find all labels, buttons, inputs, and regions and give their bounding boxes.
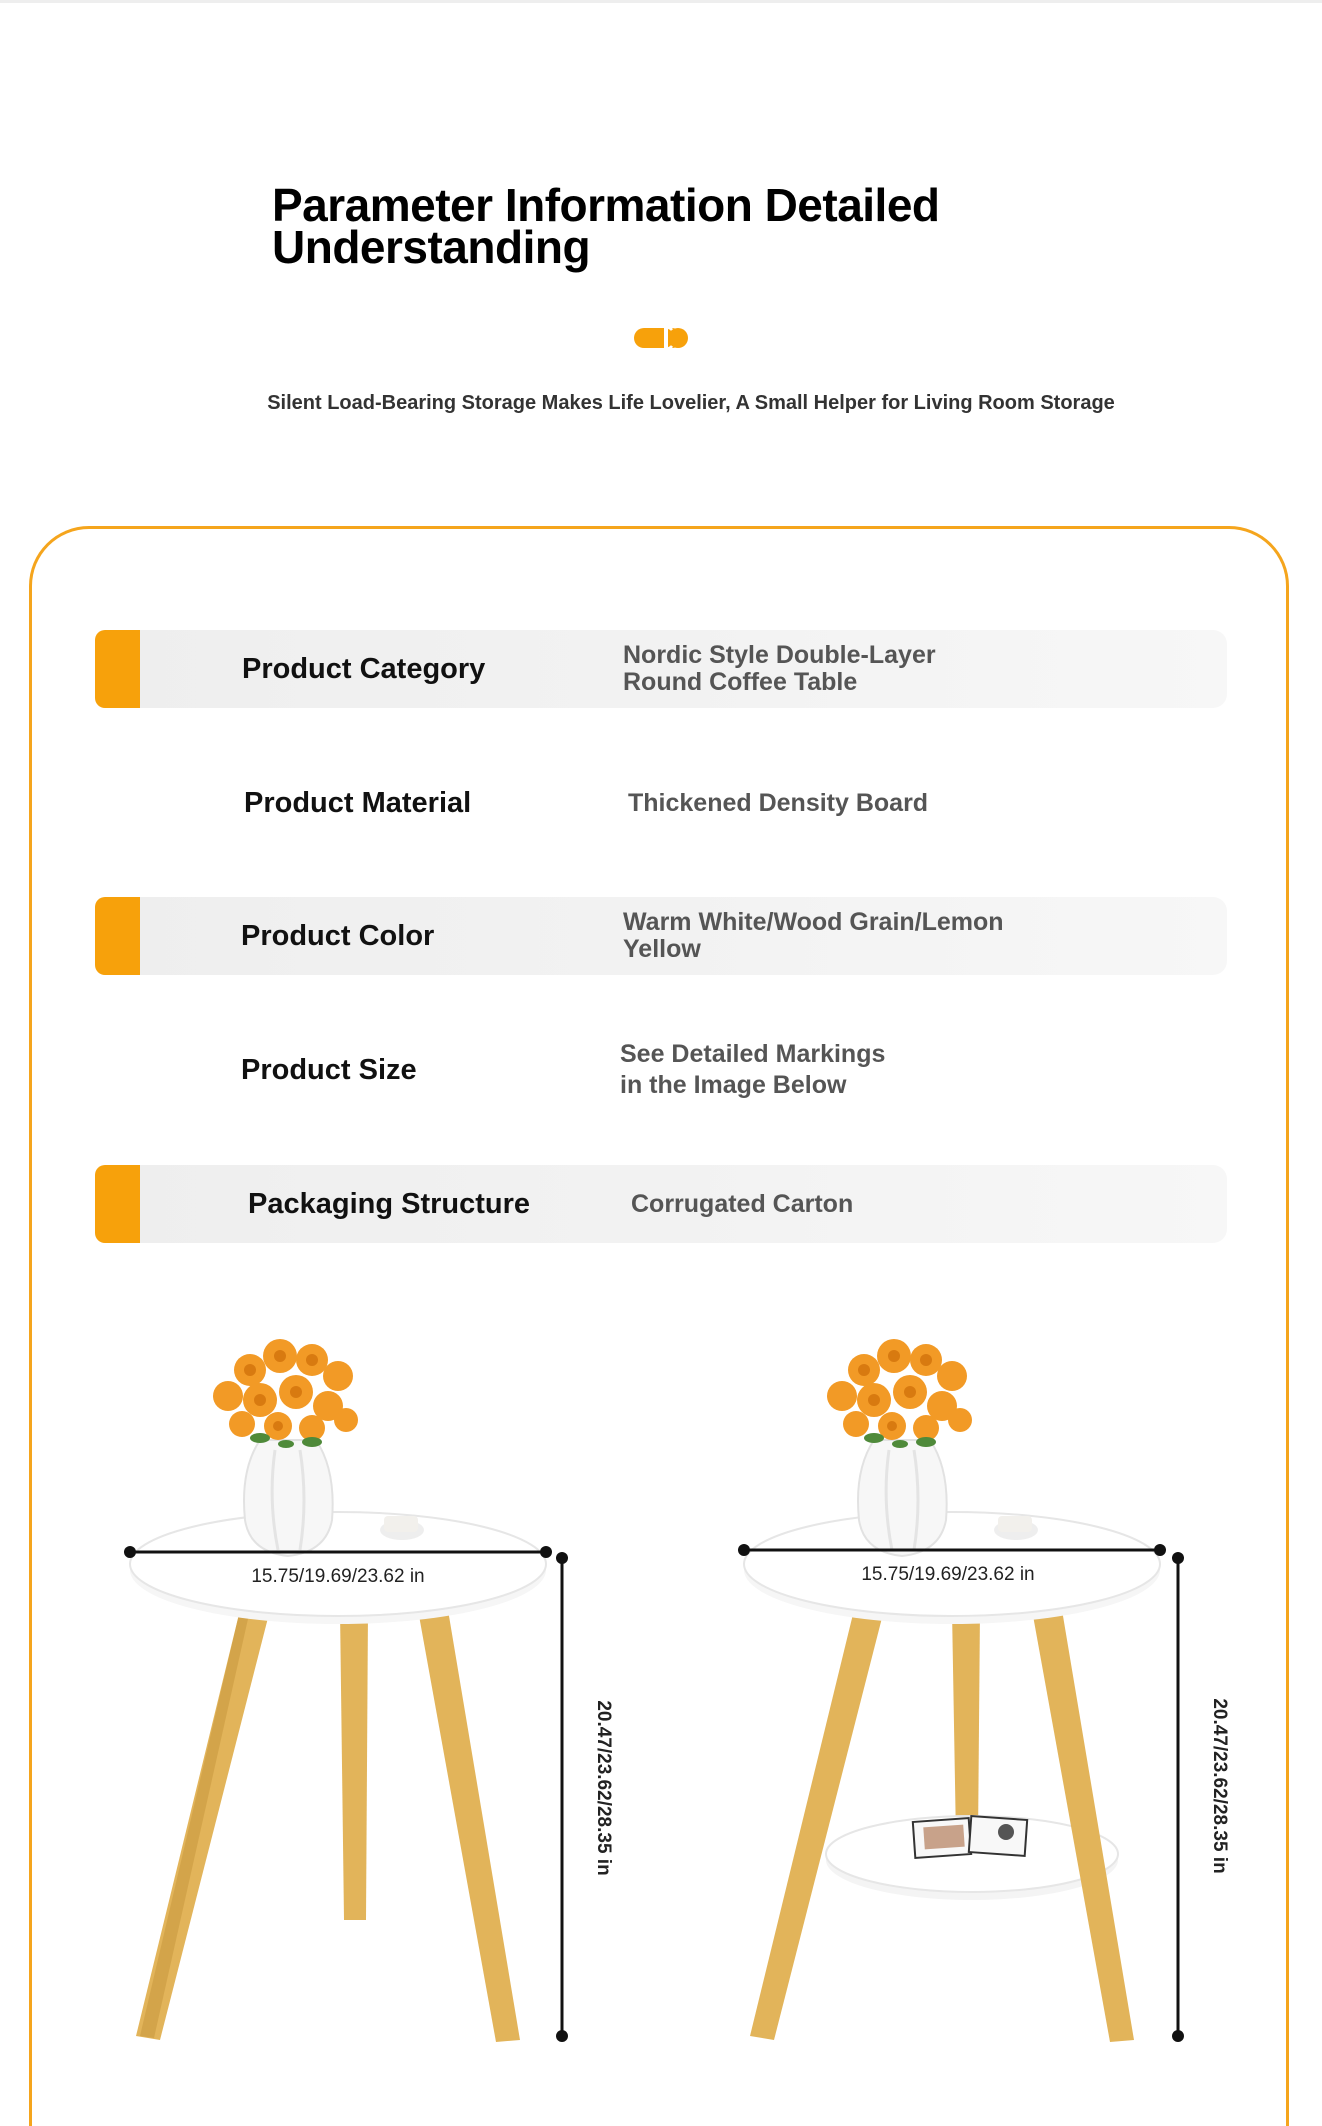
spec-row-material — [95, 764, 1227, 842]
diameter-label: 15.75/19.69/23.62 in — [861, 1564, 1035, 1585]
spec-value: Corrugated Carton — [631, 1189, 854, 1218]
spec-row-color — [95, 897, 1227, 975]
height-label: 20.47/23.62/28.35 in — [1209, 1698, 1230, 1874]
spec-value: Warm White/Wood Grain/Lemon Yellow — [623, 908, 1004, 963]
decorative-dots-icon — [634, 326, 690, 350]
diameter-label: 15.75/19.69/23.62 in — [251, 1566, 425, 1587]
row-accent-tab — [95, 630, 140, 708]
spec-label: Product Size — [241, 1053, 417, 1086]
spec-row-packaging — [95, 1165, 1227, 1243]
height-label: 20.47/23.62/28.35 in — [593, 1700, 614, 1876]
spec-label: Packaging Structure — [248, 1187, 531, 1220]
page-title: Parameter Information Detailed Understanding — [272, 179, 940, 273]
row-accent-tab — [95, 897, 140, 975]
spec-value: Nordic Style Double-Layer Round Coffee Table — [623, 641, 936, 696]
single-layer-table-image — [100, 1320, 660, 2048]
row-accent-tab — [95, 1165, 140, 1243]
spec-label: Product Category — [242, 652, 486, 685]
spec-row-size — [95, 1030, 1227, 1110]
spec-label: Product Color — [241, 919, 435, 952]
double-layer-table-image — [714, 1320, 1274, 2048]
top-divider — [0, 0, 1322, 3]
spec-label: Product Material — [244, 786, 472, 819]
spec-row-category — [95, 630, 1227, 708]
spec-value: See Detailed Markings in the Image Below — [620, 1040, 886, 1099]
page-subtitle: Silent Load-Bearing Storage Makes Life Lovelier, A Small Helper for Living Room Storage — [267, 392, 1115, 414]
spec-value: Thickened Density Board — [628, 788, 929, 817]
